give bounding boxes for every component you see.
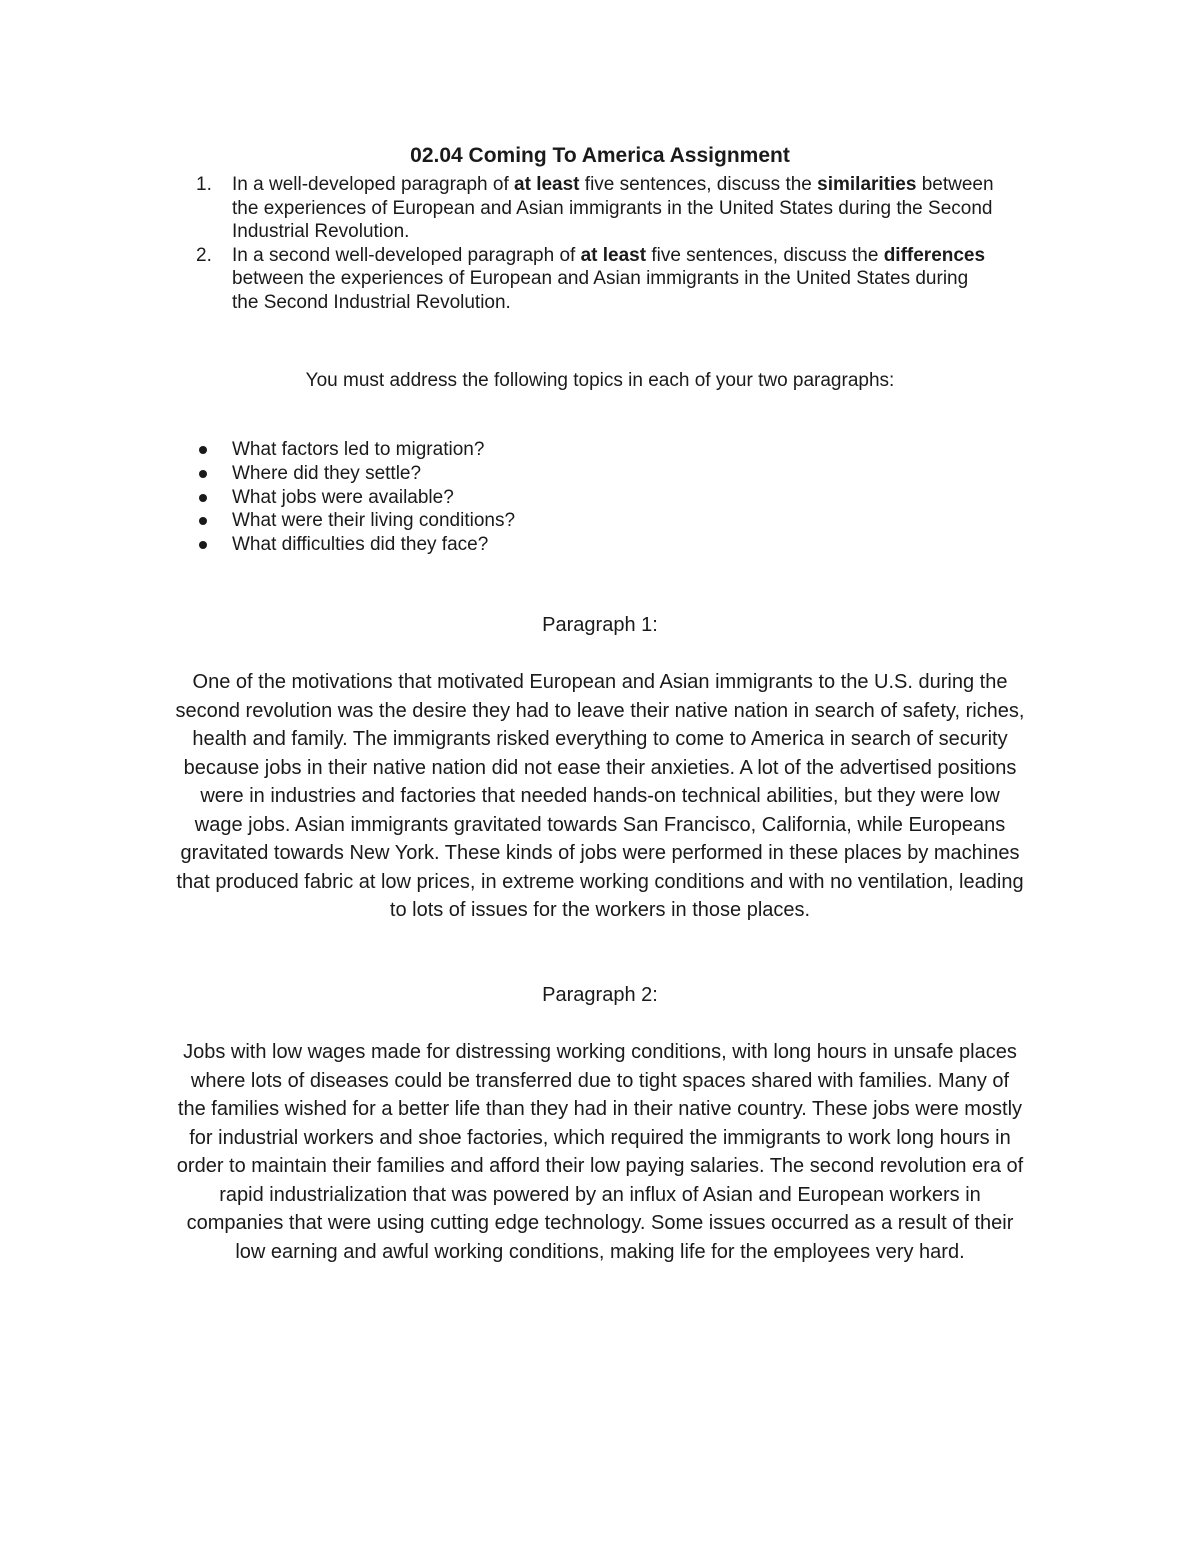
paragraph-line: rapid industrialization that was powered by an influx of Asian and European workers in <box>219 1183 981 1206</box>
paragraph-line: low earning and awful working conditions, making life for the employees very hard. <box>235 1240 965 1263</box>
instruction-text: between the experiences of European and Asian immigrants in the United States during <box>232 268 969 289</box>
paragraph-line: that produced fabric at low prices, in extreme working conditions and with no ventilation, leading <box>176 870 1024 893</box>
emphasis-text: at least <box>514 174 580 195</box>
paragraph-line: where lots of diseases could be transferred due to tight spaces shared with families. Many of <box>190 1069 1010 1092</box>
topic-text: Where did they settle? <box>232 462 422 484</box>
paragraph-1-body <box>135 668 1065 925</box>
instruction-text: between <box>916 174 994 195</box>
bullet-icon <box>199 541 207 549</box>
instruction-text: Industrial Revolution. <box>232 221 410 242</box>
bullet-icon <box>199 470 207 478</box>
document-title: 02.04 Coming To America Assignment <box>410 144 790 167</box>
paragraph-line: were in industries and factories that needed hands-on technical abilities, but they were low <box>200 785 1000 807</box>
topics-intro: You must address the following topics in each of your two paragraphs: <box>305 370 895 391</box>
bullet-icon <box>199 446 207 454</box>
topic-item <box>196 533 996 557</box>
paragraph-1-heading: Paragraph 1: <box>542 614 658 636</box>
paragraph-line: second revolution was the desire they had to leave their native nation in search of safety, riches, <box>175 699 1025 722</box>
instruction-text: five sentences, discuss the <box>646 244 884 266</box>
instruction-text: the experiences of European and Asian immigrants in the United States during the Second <box>232 197 993 219</box>
list-number: 2. <box>196 244 212 266</box>
paragraph-line: companies that were using cutting edge technology. Some issues occurred as a result of their <box>186 1212 1014 1234</box>
topic-item <box>196 438 996 462</box>
paragraph-line: because jobs in their native nation did not ease their anxieties. A lot of the advertised positions <box>183 756 1017 779</box>
emphasis-text: similarities <box>817 174 917 195</box>
list-number: 1. <box>196 174 212 195</box>
topic-text: What difficulties did they face? <box>232 534 489 556</box>
instruction-item <box>196 244 1076 315</box>
paragraph-line: for industrial workers and shoe factories, which required the immigrants to work long hours in <box>189 1126 1011 1149</box>
instructions-list <box>196 173 1076 314</box>
paragraph-line: Jobs with low wages made for distressing working conditions, with long hours in unsafe places <box>183 1041 1017 1063</box>
paragraph-line: to lots of issues for the workers in those places. <box>389 899 811 921</box>
topics-list <box>196 438 996 557</box>
instruction-text: five sentences, discuss the <box>579 174 818 195</box>
instruction-text: In a second well-developed paragraph of <box>232 244 581 266</box>
paragraph-2-body <box>135 1038 1065 1266</box>
bullet-icon <box>199 517 207 525</box>
paragraph-2-heading: Paragraph 2: <box>542 984 658 1006</box>
topic-item <box>196 462 996 486</box>
paragraph-line: order to maintain their families and afford their low paying salaries. The second revolution era of <box>176 1155 1024 1177</box>
topic-text: What were their living conditions? <box>232 510 516 532</box>
instruction-text: the Second Industrial Revolution. <box>232 291 511 313</box>
paragraph-line: wage jobs. Asian immigrants gravitated towards San Francisco, California, while Europeans <box>194 813 1006 836</box>
instruction-text: In a well-developed paragraph of <box>232 174 515 195</box>
bullet-icon <box>199 494 207 502</box>
paragraph-line: One of the motivations that motivated European and Asian immigrants to the U.S. during the <box>192 671 1008 693</box>
paragraph-line: the families wished for a better life than they had in their native country. These jobs were mostly <box>177 1098 1023 1120</box>
topic-text: What jobs were available? <box>232 486 454 508</box>
topic-item <box>196 509 996 533</box>
topic-item <box>196 486 996 510</box>
emphasis-text: differences <box>883 244 986 266</box>
emphasis-text: at least <box>580 244 647 266</box>
topic-text: What factors led to migration? <box>232 439 485 460</box>
paragraph-line: health and family. The immigrants risked everything to come to America in search of security <box>192 728 1008 750</box>
instruction-item <box>196 173 1076 244</box>
paragraph-line: gravitated towards New York. These kinds of jobs were performed in these places by machines <box>180 842 1020 864</box>
